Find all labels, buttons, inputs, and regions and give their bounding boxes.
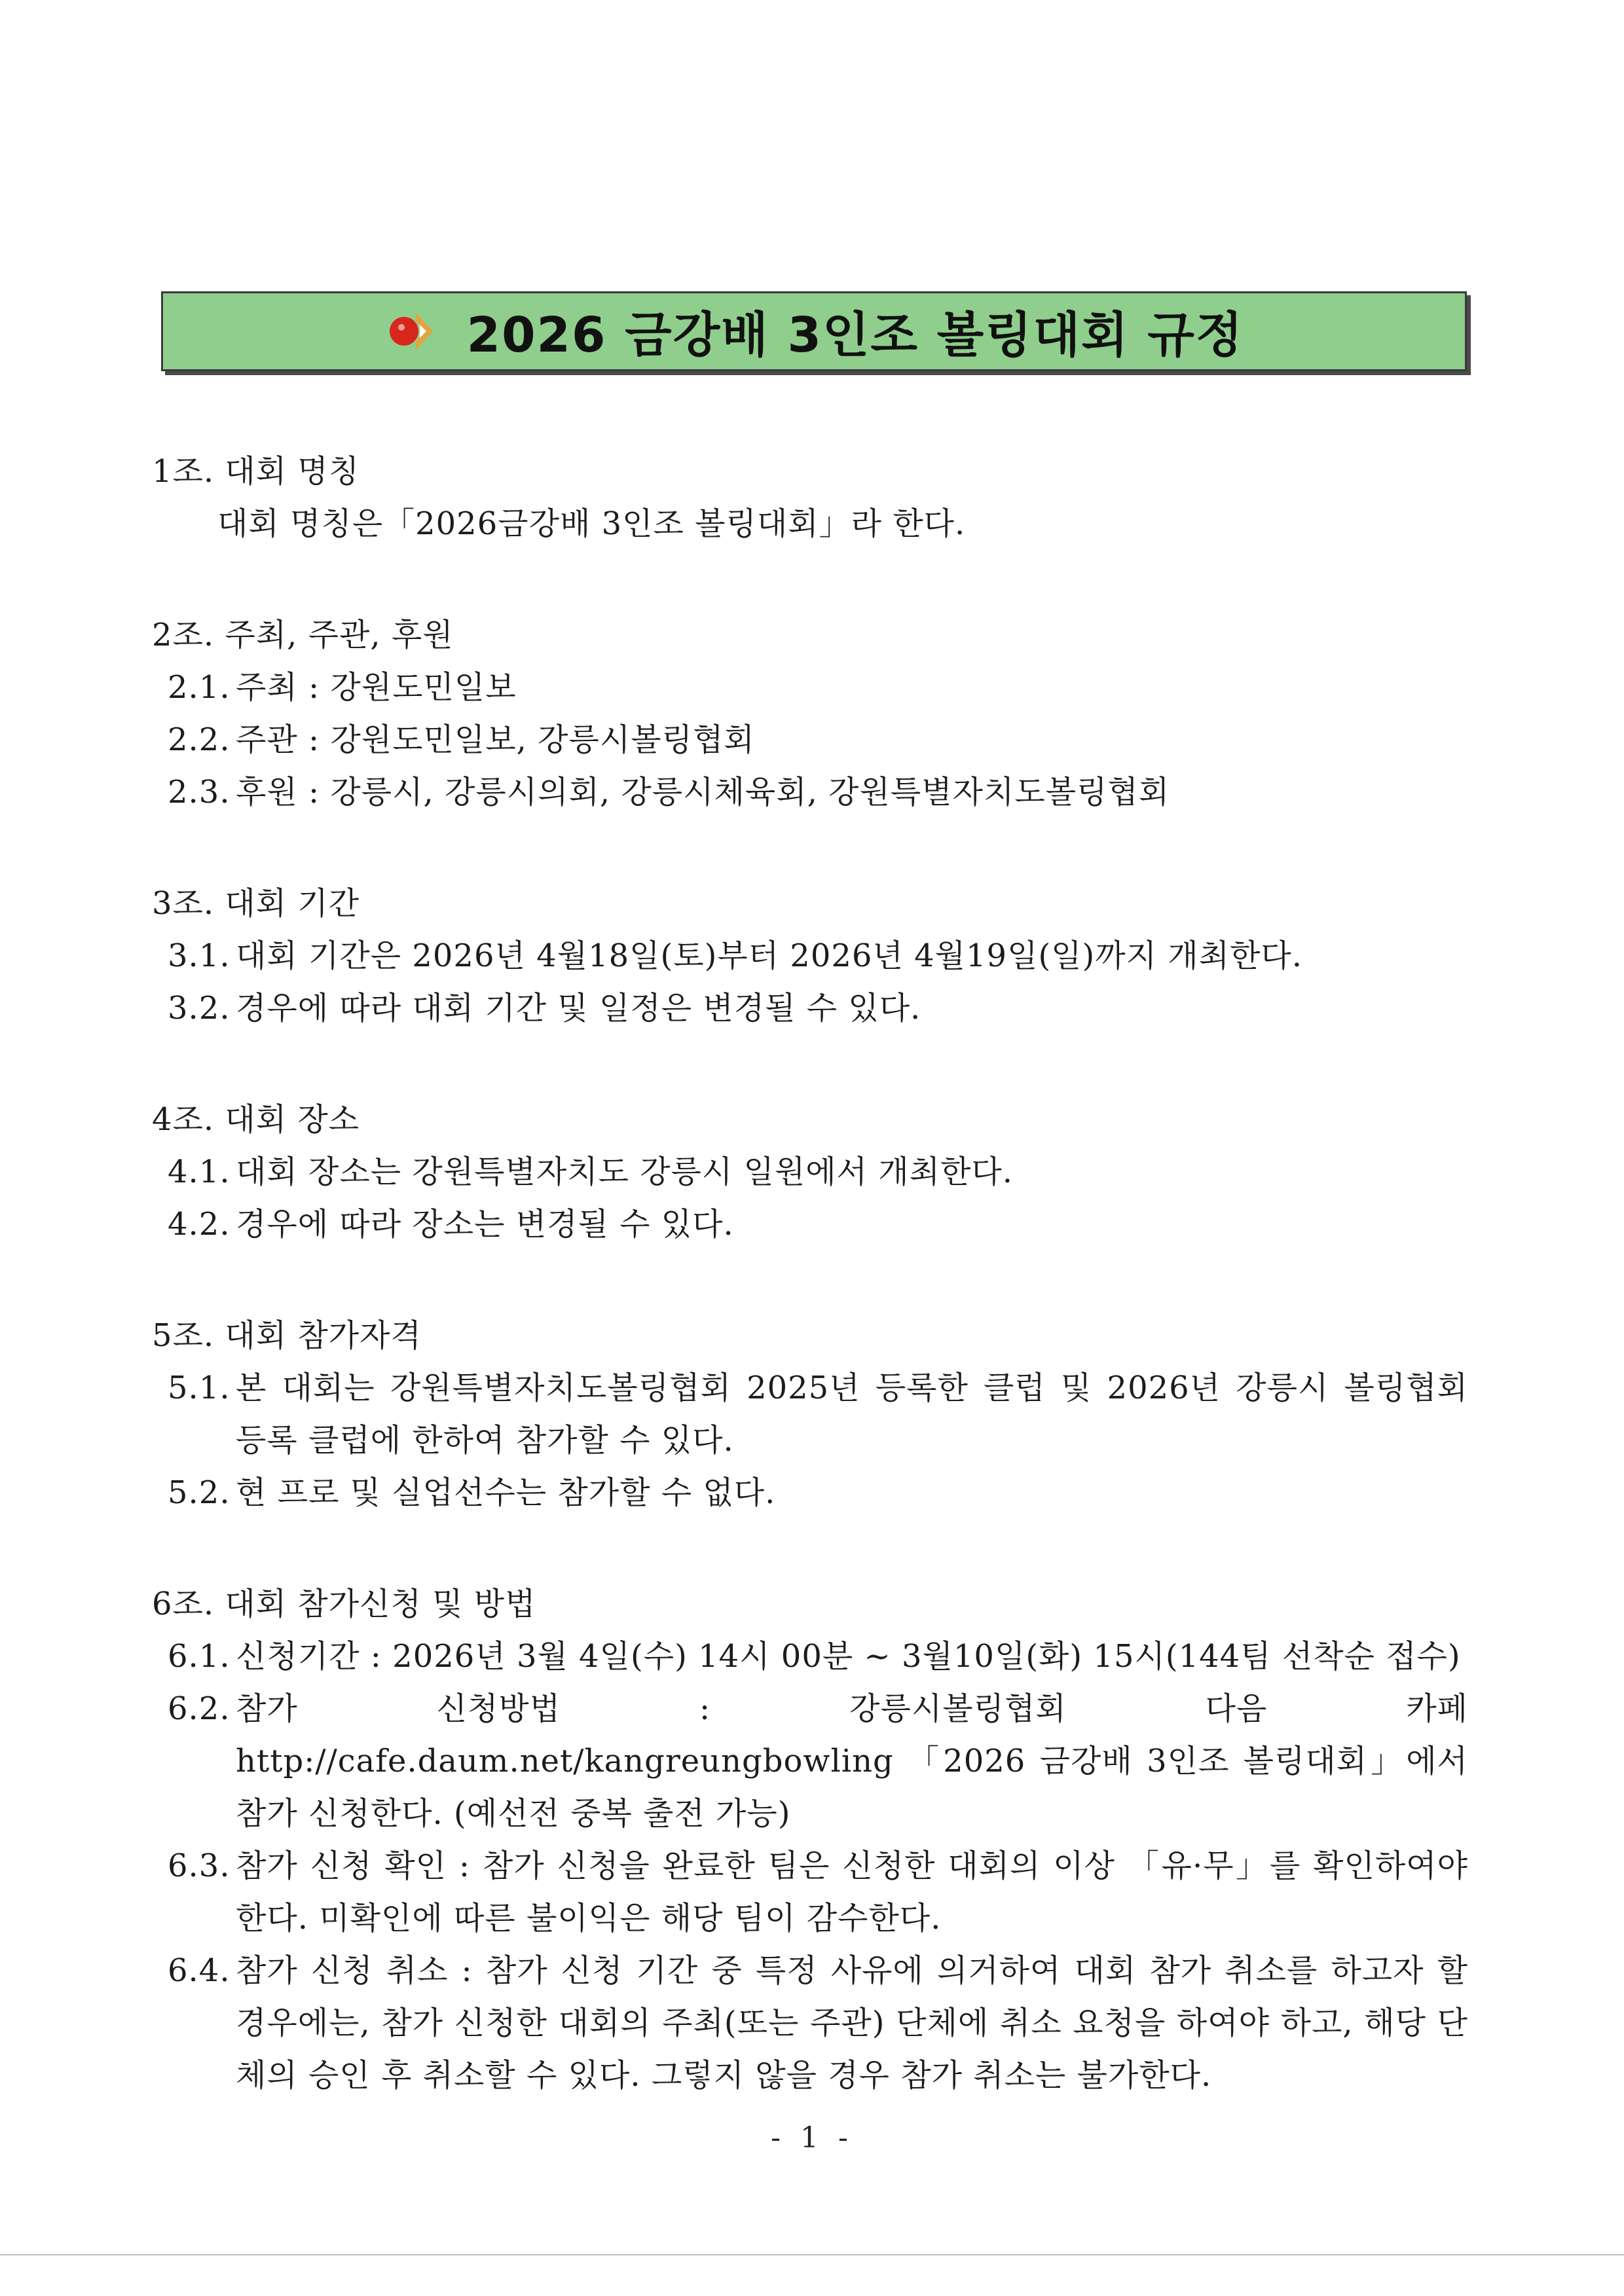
list-item (152, 1944, 1468, 2102)
item-text: 주관 : 강원도민일보, 강릉시볼링협회 (236, 721, 755, 758)
logo-ball (390, 317, 418, 346)
section-5 (152, 1309, 1468, 1519)
section-2 (152, 609, 1468, 818)
item-text: 본 대회는 강원특별자치도볼링협회 2025년 등록한 클럽 및 2026년 강릉시 볼링협회 등록 클럽에 한하여 참가할 수 있다. (236, 1370, 1468, 1459)
item-text: 대회 장소는 강원특별자치도 강릉시 일원에서 개최한다. (236, 1154, 1014, 1190)
item-text: 주최 : 강원도민일보 (236, 669, 517, 706)
item-number: 2.1. (168, 669, 231, 706)
item-text: 경우에 따라 대회 기간 및 일정은 변경될 수 있다. (236, 990, 921, 1027)
section-heading: 4조. 대회 장소 (152, 1101, 360, 1138)
list-item (152, 1683, 1468, 1840)
item-text: 참가 신청방법 : 강릉시볼링협회 다음 카페 http://cafe.daum.net/kangreungbowling 「2026 금강배 3인조 볼링대회」에서 참가 신청한다. (예선전 중복 출전 가능) (236, 1690, 1468, 1832)
list-item (152, 766, 1468, 818)
item-number: 4.1. (168, 1154, 231, 1190)
item-text: 참가 신청 취소 : 참가 신청 기간 중 특정 사유에 의거하여 대회 참가 취소를 하고자 할 경우에는, 참가 신청한 대회의 주최(또는 주관) 단체에 취소 요청을 하여야 하고, 해당 단체의 승인 후 취소할 수 있다. 그렇지 않을 경우 참가 취소는 불가한다. (236, 1952, 1468, 2094)
item-number: 3.1. (168, 938, 231, 974)
section-heading: 5조. 대회 참가자격 (152, 1317, 422, 1354)
list-item (152, 982, 1468, 1034)
section-3 (152, 877, 1468, 1034)
regulation-content (152, 445, 1468, 2160)
item-number: 2.2. (168, 721, 231, 758)
title-banner (161, 291, 1467, 371)
list-item (152, 714, 1468, 766)
list-item (152, 661, 1468, 714)
item-text: 후원 : 강릉시, 강릉시의회, 강릉시체육회, 강원특별자치도볼링협회 (236, 774, 1170, 811)
section-6 (152, 1578, 1468, 2102)
section-heading: 3조. 대회 기간 (152, 885, 360, 922)
section-1 (152, 445, 1468, 550)
item-number: 2.3. (168, 774, 231, 811)
item-text: 경우에 따라 장소는 변경될 수 있다. (236, 1206, 734, 1243)
item-number: 5.2. (168, 1474, 231, 1511)
page-number: - 1 - (771, 2121, 853, 2155)
item-number: 6.1. (168, 1638, 231, 1675)
item-number: 6.4. (168, 1952, 231, 1989)
list-item (152, 1198, 1468, 1250)
section-heading: 6조. 대회 참가신청 및 방법 (152, 1586, 536, 1622)
item-number: 6.3. (168, 1848, 231, 1884)
list-item (152, 1630, 1468, 1683)
section-body: 대회 명칭은「2026금강배 3인조 볼링대회」라 한다. (217, 505, 966, 542)
section-heading: 2조. 주최, 주관, 후원 (152, 617, 454, 653)
item-number: 4.2. (168, 1206, 231, 1243)
item-text: 참가 신청 확인 : 참가 신청을 완료한 팀은 신청한 대회의 이상 「유·무」를 확인하여야 한다. 미확인에 따른 불이익은 해당 팀이 감수한다. (236, 1848, 1468, 1937)
item-number: 3.2. (168, 990, 231, 1027)
list-item (152, 1467, 1468, 1519)
item-text: 신청기간 : 2026년 3월 4일(수) 14시 00분 ~ 3월10일(화) 15시(144팀 선착순 접수) (236, 1638, 1461, 1675)
list-item (152, 1840, 1468, 1944)
list-item (152, 930, 1468, 982)
list-item (152, 1146, 1468, 1198)
section-heading: 1조. 대회 명칭 (152, 453, 360, 490)
item-text: 현 프로 및 실업선수는 참가할 수 없다. (236, 1474, 776, 1511)
item-number: 6.2. (168, 1690, 231, 1727)
item-number: 5.1. (168, 1370, 231, 1406)
list-item (152, 1362, 1468, 1467)
item-text: 대회 기간은 2026년 4월18일(토)부터 2026년 4월19일(일)까지 개최한다. (236, 938, 1302, 974)
scan-edge-line (0, 2254, 1624, 2255)
section-4 (152, 1093, 1468, 1250)
page-title: 2026 금강배 3인조 볼링대회 규정 (466, 307, 1244, 363)
bowling-association-logo-icon (384, 305, 441, 357)
